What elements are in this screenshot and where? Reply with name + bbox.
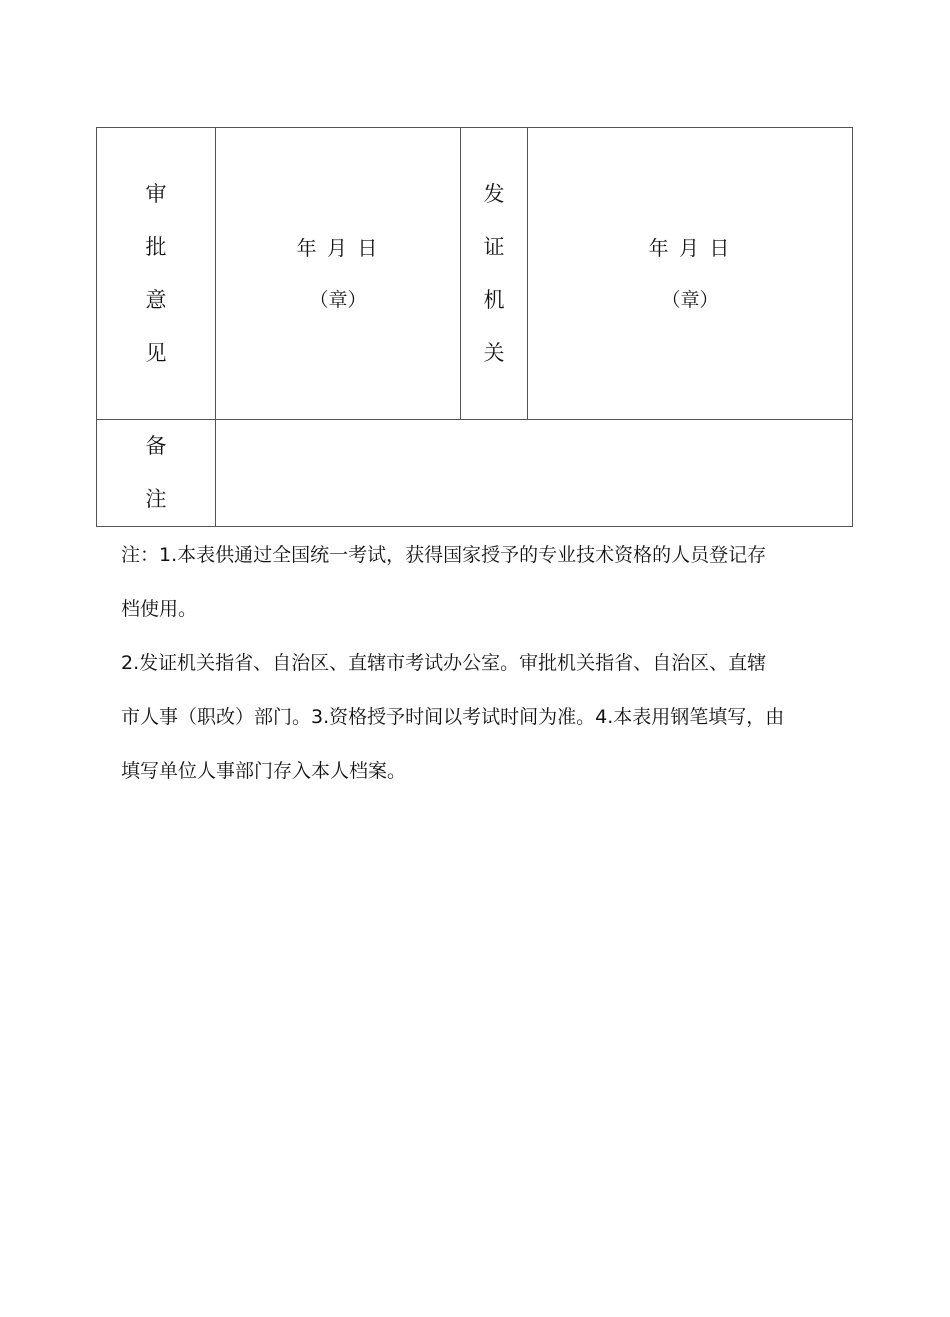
note-line: 注：1.本表供通过全国统一考试，获得国家授予的专业技术资格的人员登记存 [121, 544, 767, 566]
remarks-row [97, 420, 853, 527]
issuing-authority-label: 发 证 机 关 [461, 128, 528, 420]
issuing-authority-field[interactable] [528, 128, 853, 420]
note-line: 2.发证机关指省、自治区、直辖市考试办公室。审批机关指省、自治区、直辖 [121, 652, 767, 674]
approval-opinion-label: 审 批 意 见 [97, 128, 216, 420]
registration-form-table [96, 127, 853, 527]
issuer-date: 年 月 日 [648, 235, 732, 260]
approval-opinion-field[interactable] [216, 128, 461, 420]
approval-date: 年 月 日 [296, 235, 380, 260]
approval-seal: （章） [309, 288, 367, 311]
approval-row [97, 128, 853, 420]
note-line: 档使用。 [121, 598, 198, 620]
note-line: 填写单位人事部门存入本人档案。 [121, 760, 407, 782]
form-notes [121, 528, 833, 798]
issuer-seal: （章） [661, 288, 719, 311]
remarks-label: 备 注 [97, 420, 216, 527]
note-line: 市人事（职改）部门。3.资格授予时间以考试时间为准。4.本表用钢笔填写，由 [121, 706, 785, 728]
remarks-field[interactable] [216, 420, 853, 527]
